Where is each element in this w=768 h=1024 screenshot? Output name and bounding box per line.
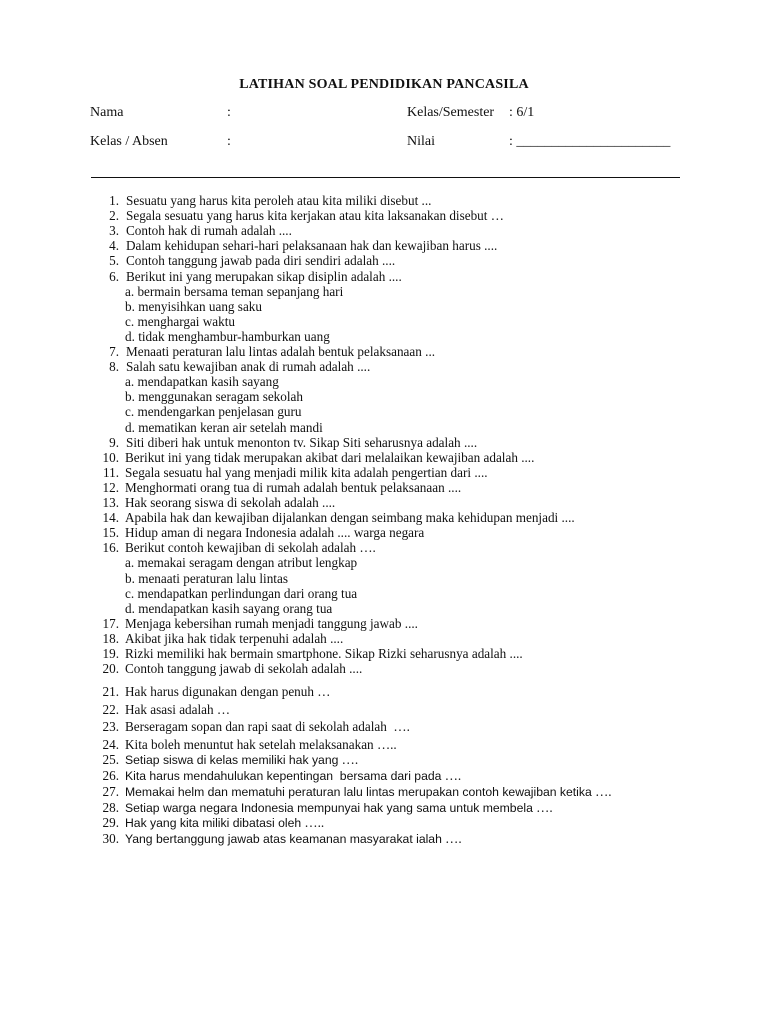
question-number: 3. (109, 223, 119, 239)
answer-option: a. mendapatkan kasih sayang (125, 374, 279, 390)
question-text: Setiap warga negara Indonesia mempunyai hak yang sama untuk membela …. (125, 799, 553, 815)
question-text: Berikut ini yang tidak merupakan akibat dari melalaikan kewajiban adalah .... (125, 449, 535, 465)
kelas-absen-label: Kelas / Absen (90, 134, 168, 149)
question-number: 27. (102, 783, 119, 799)
question-number: 29. (102, 815, 119, 831)
header-divider (91, 177, 680, 178)
question-text: Hidup aman di negara Indonesia adalah .... warga negara (125, 525, 425, 541)
question-text: Hak seorang siswa di sekolah adalah .... (125, 495, 336, 510)
answer-option: c. mendengarkan penjelasan guru (125, 404, 302, 420)
question-text: Segala sesuatu hal yang menjadi milik kita adalah pengertian dari .... (125, 464, 488, 480)
question-text: Kita harus mendahulukan kepentingan bersama dari pada …. (125, 768, 462, 783)
nama-colon: : (227, 105, 231, 120)
answer-option: c. menghargai waktu (125, 313, 235, 329)
question-text: Yang bertanggung jawab atas keamanan masyarakat ialah …. (125, 831, 462, 847)
question-number: 15. (102, 525, 119, 541)
answer-option: b. menaati peraturan lalu lintas (125, 570, 288, 586)
question-number: 16. (102, 540, 119, 556)
question-number: 28. (102, 799, 119, 815)
question-number: 2. (109, 208, 119, 224)
question-text: Contoh hak di rumah adalah .... (126, 223, 292, 239)
question-number: 24. (102, 736, 119, 752)
answer-option: c. mendapatkan perlindungan dari orang tua (125, 585, 358, 601)
question-number: 6. (109, 268, 119, 284)
answer-option: d. mendapatkan kasih sayang orang tua (125, 600, 333, 616)
question-number: 7. (109, 344, 119, 359)
question-text: Akibat jika hak tidak terpenuhi adalah .... (125, 630, 344, 646)
question-number: 17. (102, 615, 119, 631)
question-number: 25. (102, 752, 119, 768)
question-number: 20. (102, 661, 119, 677)
answer-option: b. menggunakan seragam sekolah (125, 389, 303, 405)
question-text: Menghormati orang tua di rumah adalah bentuk pelaksanaan .... (125, 479, 462, 495)
answer-option: a. memakai seragam dengan atribut lengkap (125, 555, 358, 571)
question-number: 10. (102, 449, 119, 465)
question-number: 4. (109, 238, 119, 254)
question-text: Kita boleh menuntut hak setelah melaksanakan ….. (125, 736, 397, 752)
question-text: Sesuatu yang harus kita peroleh atau kita miliki disebut ... (126, 193, 432, 208)
question-text: Rizki memiliki hak bermain smartphone. Sikap Rizki seharusnya adalah .... (125, 646, 523, 661)
nilai-field: : ______________________ (509, 134, 671, 149)
question-text: Hak harus digunakan dengan penuh … (125, 684, 331, 700)
question-text: Setiap siswa di kelas memiliki hak yang …. (125, 752, 359, 768)
question-number: 18. (102, 630, 119, 646)
nama-label: Nama (90, 105, 124, 120)
question-number: 12. (102, 479, 119, 495)
question-text: Hak yang kita miliki dibatasi oleh ….. (125, 815, 325, 831)
answer-option: a. bermain bersama teman sepanjang hari (125, 283, 344, 299)
question-text: Contoh tanggung jawab di sekolah adalah .... (125, 661, 363, 677)
question-number: 22. (102, 701, 119, 717)
question-number: 19. (102, 646, 119, 661)
question-number: 26. (102, 768, 119, 783)
kelas-semester-value: : 6/1 (509, 105, 535, 120)
answer-option: b. menyisihkan uang saku (125, 298, 262, 314)
question-number: 11. (103, 464, 119, 480)
question-text: Salah satu kewajiban anak di rumah adalah .... (126, 359, 371, 375)
answer-option: d. tidak menghambur-hamburkan uang (125, 328, 330, 344)
question-text: Dalam kehidupan sehari-hari pelaksanaan hak dan kewajiban harus .... (126, 238, 498, 254)
question-text: Apabila hak dan kewajiban dijalankan dengan seimbang maka kehidupan menjadi .... (125, 510, 575, 526)
question-text: Contoh tanggung jawab pada diri sendiri adalah .... (126, 253, 396, 269)
page-title: LATIHAN SOAL PENDIDIKAN PANCASILA (239, 77, 529, 92)
question-text: Menaati peraturan lalu lintas adalah bentuk pelaksanaan ... (126, 344, 436, 359)
answer-option: d. mematikan keran air setelah mandi (125, 419, 323, 435)
question-text: Hak asasi adalah … (125, 701, 231, 717)
question-number: 13. (102, 495, 119, 510)
question-text: Menjaga kebersihan rumah menjadi tanggung jawab .... (125, 615, 418, 631)
question-number: 30. (102, 831, 119, 847)
question-text: Segala sesuatu yang harus kita kerjakan atau kita laksanakan disebut … (126, 208, 504, 224)
kelas-semester-label: Kelas/Semester (407, 105, 495, 120)
question-number: 23. (102, 719, 119, 735)
nilai-label: Nilai (407, 134, 435, 149)
question-text: Berseragam sopan dan rapi saat di sekolah adalah …. (125, 719, 410, 735)
question-number: 1. (109, 193, 119, 208)
question-number: 14. (102, 510, 119, 526)
question-number: 21. (102, 684, 119, 700)
question-number: 5. (109, 253, 119, 269)
question-number: 9. (109, 434, 119, 450)
question-text: Siti diberi hak untuk menonton tv. Sikap Siti seharusnya adalah .... (126, 434, 478, 450)
kelas-absen-colon: : (227, 134, 231, 149)
question-text: Berikut ini yang merupakan sikap disiplin adalah .... (126, 268, 402, 284)
question-text: Berikut contoh kewajiban di sekolah adalah …. (125, 540, 376, 556)
question-number: 8. (109, 359, 119, 375)
question-text: Memakai helm dan mematuhi peraturan lalu lintas merupakan contoh kewajiban ketika …. (125, 783, 612, 799)
